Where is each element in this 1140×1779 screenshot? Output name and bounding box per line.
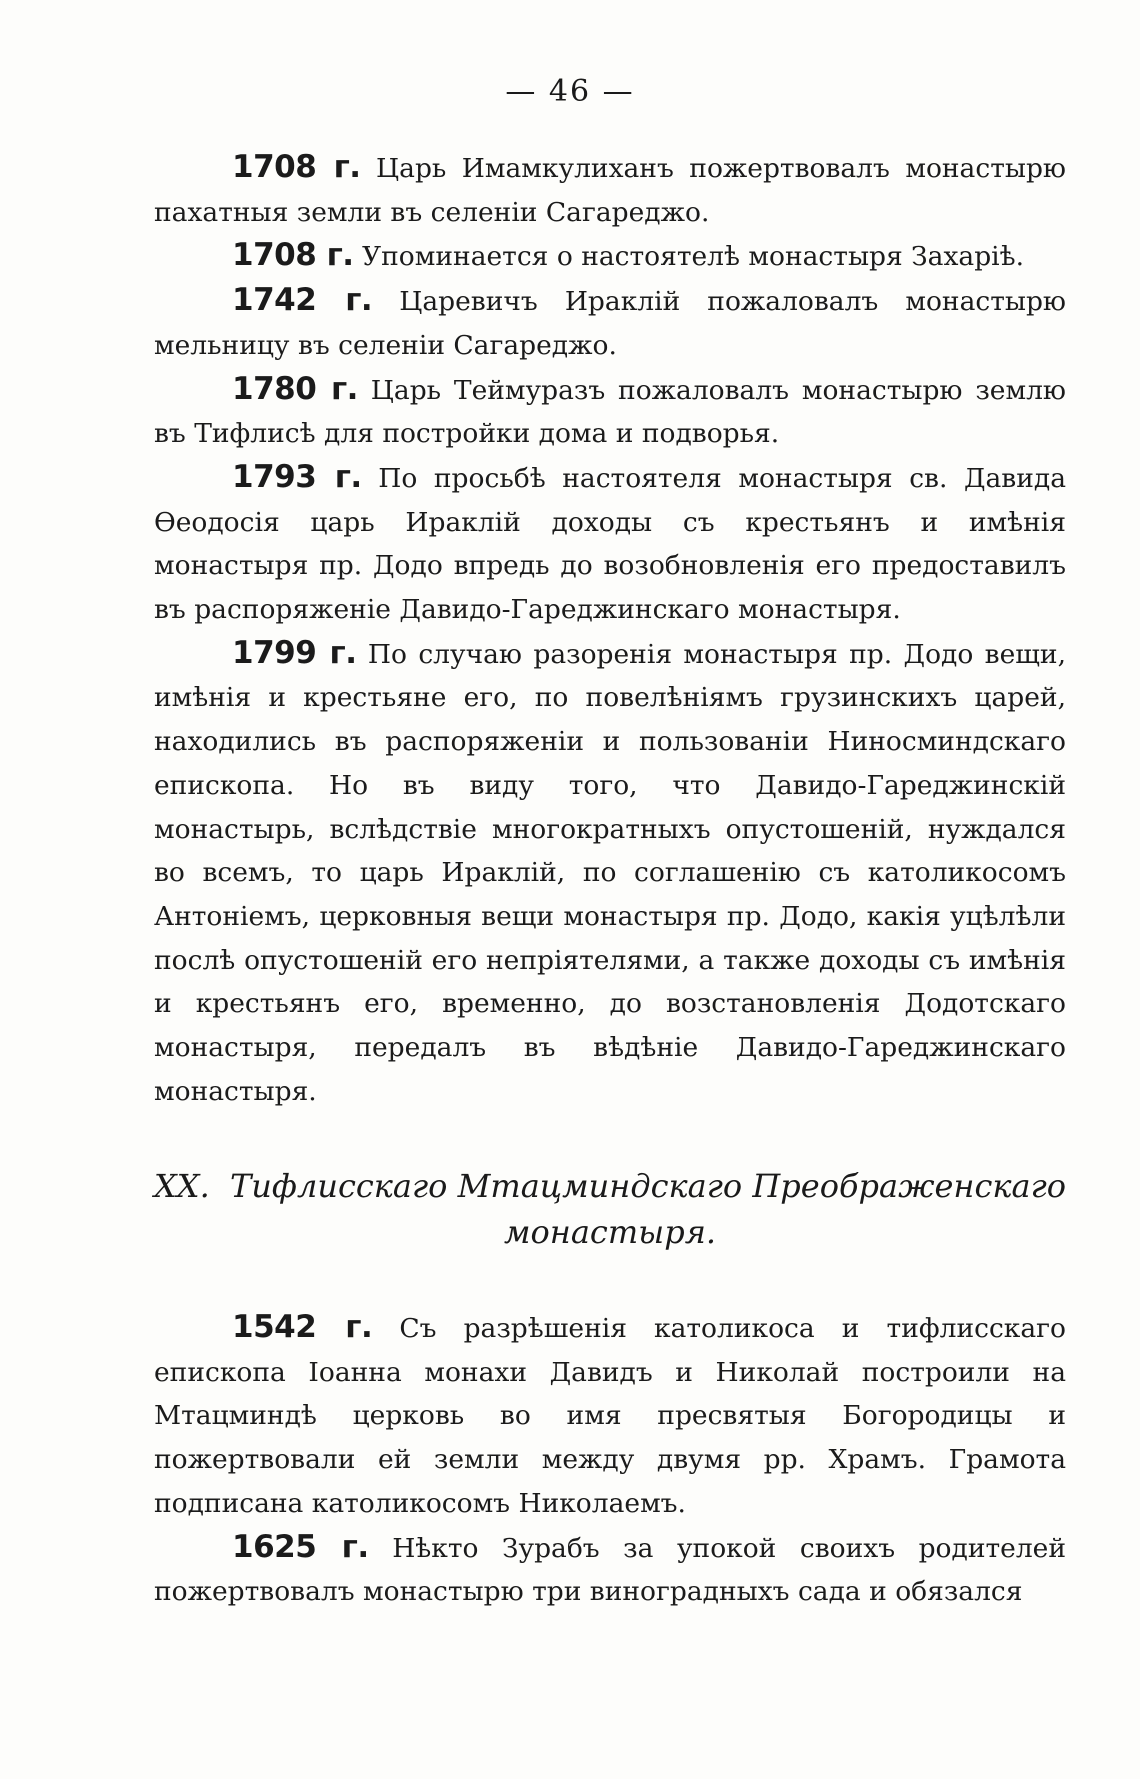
chronicle-entry bbox=[154, 1306, 1066, 1526]
entry-text: Съ разрѣшенія католикоса и тифлисскаго епископа Іоанна монахи Давидъ и Николай построили на Мтацминдѣ церковь во имя пресвятыя Богородицы и пожертвовали ей земли между двумя рр. Храмъ. Грамота подписана католикосомъ Николаемъ. bbox=[154, 1313, 1066, 1519]
chronicle-entries-part1 bbox=[154, 146, 1066, 1113]
page-number: — 46 — bbox=[505, 74, 635, 109]
entry-year: 1708 г. bbox=[232, 237, 354, 274]
entry-text: Царь Теймуразъ пожаловалъ монастырю землю въ Тифлисѣ для постройки дома и подворья. bbox=[154, 374, 1066, 450]
entry-year: 1799 г. bbox=[232, 634, 357, 671]
entry-text: По просьбѣ настоятеля монастыря св. Давида Ѳеодосія царь Ираклій доходы съ крестьянъ и имѣнія монастыря пр. Додо впредь до возобновленія его предоставилъ въ распоряженіе Давидо-Гареджинскаго монастыря. bbox=[154, 462, 1066, 626]
chronicle-entry bbox=[154, 632, 1066, 1114]
chronicle-entries-part2 bbox=[154, 1306, 1066, 1614]
entry-year: 1542 г. bbox=[232, 1309, 373, 1345]
entry-year: 1708 г. bbox=[232, 149, 361, 185]
section-numeral: XX. bbox=[154, 1167, 210, 1205]
entry-year: 1742 г. bbox=[232, 282, 373, 319]
chronicle-entry bbox=[154, 1526, 1066, 1614]
entry-year: 1793 г. bbox=[232, 458, 362, 495]
chronicle-entry bbox=[154, 146, 1066, 234]
entry-text: Упоминается о настоятелѣ монастыря Захаріѣ. bbox=[361, 241, 1025, 273]
entry-text: Царь Имамкулиханъ пожертвовалъ монастырю пахатныя земли въ селеніи Сагареджо. bbox=[154, 153, 1066, 228]
entry-text: Царевичъ Ираклій пожаловалъ монастырю мельницу въ селеніи Сагареджо. bbox=[154, 286, 1066, 361]
entry-text: Нѣкто Зурабъ за упокой своихъ родителей пожертвовалъ монастырю три виноградныхъ сада и обязался bbox=[154, 1532, 1066, 1608]
chronicle-entry bbox=[154, 368, 1066, 456]
chronicle-entry bbox=[154, 456, 1066, 632]
entry-text: По случаю разоренія монастыря пр. Додо вещи, имѣнія и крестьяне его, по повелѣніямъ грузинскихъ царей, находились въ распоряженіи и пользованіи Нинocминдскаго епископа. Но въ виду того, что Давидо-Гареджинскій монастырь, вслѣдствіе многократныхъ опустошеній, нуждался во всемъ, то царь Ираклій, по соглашенію съ католикосомъ Антоніемъ, церковныя вещи монастыря пр. Додо, какія уцѣлѣли послѣ опустошеній его непріятелями, а также доходы съ имѣнія и крестьянъ его, временно, до возстановленія Додотскаго монастыря, передалъ въ вѣдѣніе Давидо-Гареджинскаго монастыря. bbox=[154, 638, 1066, 1107]
entry-year: 1625 г. bbox=[232, 1528, 369, 1565]
section-heading bbox=[154, 1163, 1066, 1255]
section-title-text: Тифлисскаго Мтацминдскаго Преображенскаго монастыря. bbox=[229, 1167, 1067, 1251]
chronicle-entry bbox=[154, 279, 1066, 367]
chronicle-entry bbox=[154, 234, 1066, 279]
entry-year: 1780 г. bbox=[232, 370, 358, 407]
